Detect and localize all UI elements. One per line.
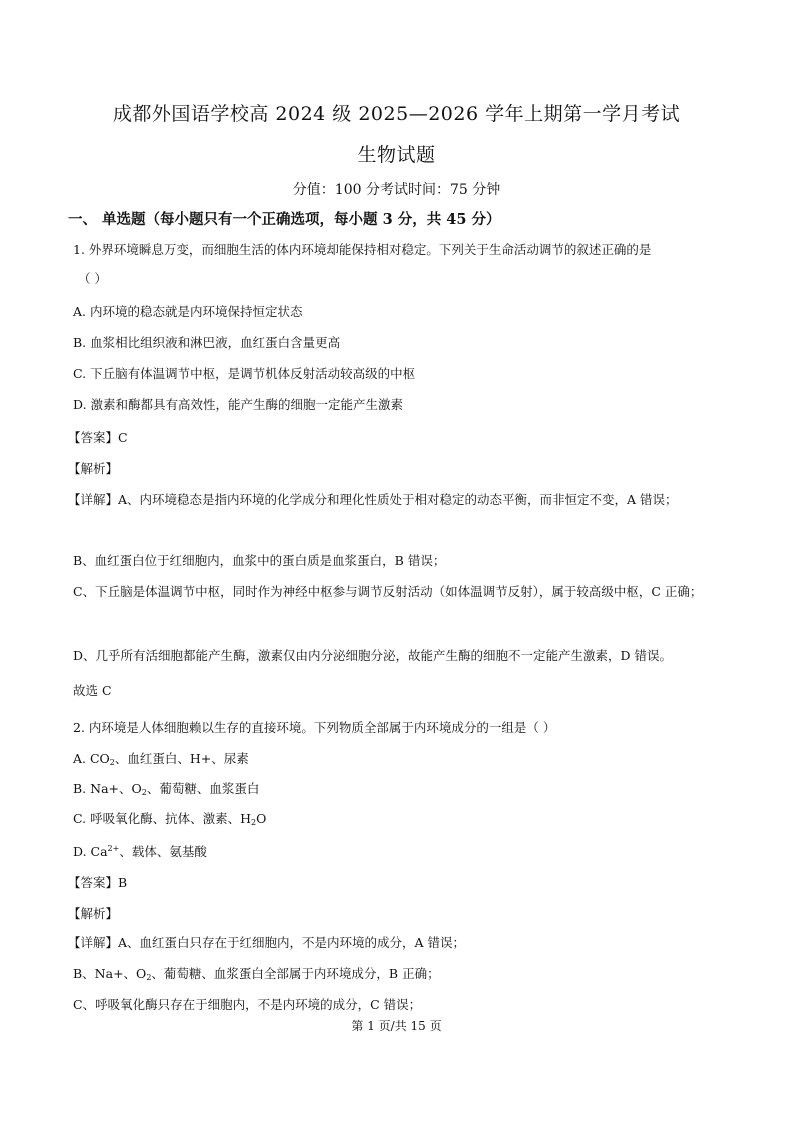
q2-detail-a: 【详解】A、血红蛋白只存在于红细胞内，不是内环境的成分，A 错误；: [68, 935, 466, 950]
q1-stem-paren: （ ）: [78, 271, 107, 286]
q2-option-b-pre: B. Na+、O: [73, 781, 142, 796]
q2-option-d-pre: D. Ca: [73, 844, 108, 859]
q2-option-c-post: O: [256, 811, 267, 826]
q2-detail-b-post: 、葡萄糖、血浆蛋白全部属于内环境成分，B 正确；: [151, 966, 440, 981]
q2-option-b-post: 、葡萄糖、血浆蛋白: [146, 781, 260, 796]
q2-detail-b-sub: 2: [146, 973, 152, 982]
q1-conclusion: 故选 C: [73, 683, 112, 698]
q2-option-d-sup: 2+: [107, 844, 120, 853]
section-heading: 一、 单选题（每小题只有一个正确选项，每小题 3 分，共 45 分）: [68, 211, 501, 228]
q2-option-a: [73, 750, 249, 772]
exam-subject: 生物试题: [357, 144, 436, 166]
q1-answer: 【答案】C: [68, 430, 128, 445]
q2-option-c-sub: 2: [250, 818, 257, 827]
q2-option-d: [73, 840, 207, 861]
score-time-line: 分值：100 分考试时间：75 分钟: [292, 182, 501, 198]
q2-option-d-post: 、载体、氨基酸: [119, 844, 207, 859]
q2-option-a-pre: A. CO: [73, 751, 110, 766]
q1-detail-c: C、下丘脑是体温调节中枢，同时作为神经中枢参与调节反射活动（如体温调节反射），属于较高级中枢，C 正确；: [73, 584, 703, 599]
q2-option-c: [73, 810, 266, 832]
q1-option-a: A. 内环境的稳态就是内环境保持恒定状态: [73, 304, 303, 319]
q1-stem: 1. 外界环境瞬息万变，而细胞生活的体内环境却能保持相对稳定。下列关于生命活动调节的叙述正确的是: [73, 242, 652, 257]
q2-detail-b-pre: B、Na+、O: [73, 966, 147, 981]
q2-option-b-sub: 2: [141, 788, 147, 797]
q2-option-a-sub: 2: [109, 758, 115, 767]
q2-stem: 2. 内环境是人体细胞赖以生存的直接环境。下列物质全部属于内环境成分的一组是（ ）: [73, 720, 556, 735]
q1-analysis-label: 【解析】: [68, 461, 119, 476]
q2-analysis-label: 【解析】: [68, 906, 119, 921]
q2-answer: 【答案】B: [68, 875, 128, 890]
q2-option-b: [73, 780, 259, 802]
q2-option-c-pre: C. 呼吸氧化酶、抗体、激素、H: [73, 811, 251, 826]
q2-detail-b: [73, 965, 440, 987]
q1-detail-a: 【详解】A、内环境稳态是指内环境的化学成分和理化性质处于相对稳定的动态平衡，而非恒定不变，A 错误；: [68, 492, 678, 507]
page-number: 第 1 页/共 15 页: [351, 1019, 442, 1033]
q2-detail-c: C、呼吸氧化酶只存在于细胞内，不是内环境的成分，C 错误；: [73, 997, 422, 1012]
q1-option-d: D. 激素和酶都具有高效性，能产生酶的细胞一定能产生激素: [73, 397, 404, 412]
exam-title: 成都外国语学校高 2024 级 2025—2026 学年上期第一学月考试: [112, 103, 681, 125]
q1-option-c: C. 下丘脑有体温调节中枢，是调节机体反射活动较高级的中枢: [73, 366, 416, 381]
q1-option-b: B. 血浆相比组织液和淋巴液，血红蛋白含量更高: [73, 335, 341, 350]
q2-option-a-post: 、血红蛋白、H+、尿素: [114, 751, 249, 766]
q1-detail-d: D、几乎所有活细胞都能产生酶，激素仅由内分泌细胞分泌，故能产生酶的细胞不一定能产生激素，D 错误。: [73, 648, 673, 663]
q1-detail-b: B、血红蛋白位于红细胞内，血浆中的蛋白质是血浆蛋白，B 错误；: [73, 553, 446, 568]
